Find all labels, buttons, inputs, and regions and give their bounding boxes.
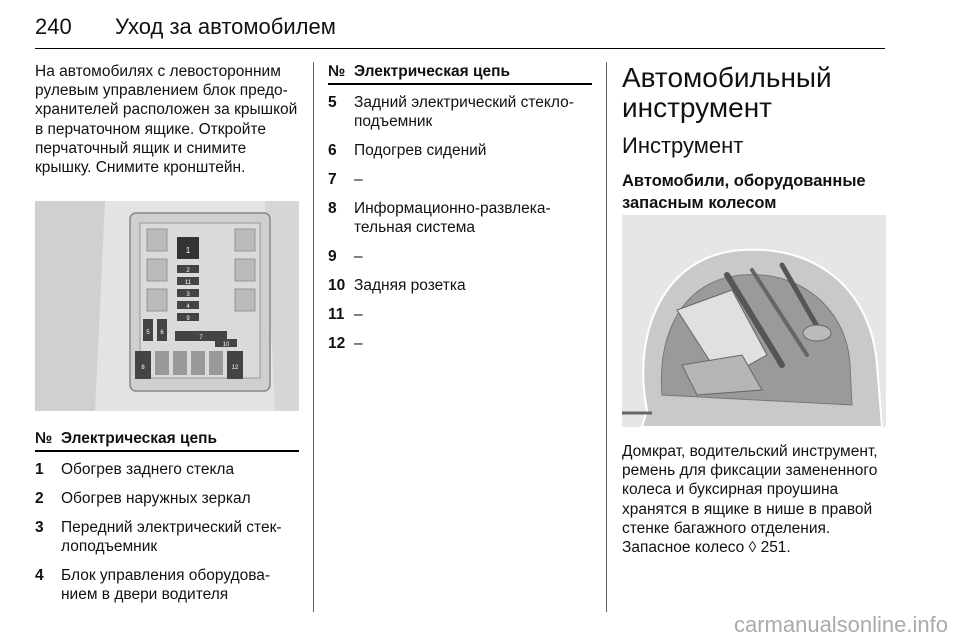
row-number: 3 — [35, 519, 44, 536]
fuse-label-7: 7 — [199, 335, 203, 341]
row-circuit: – — [354, 248, 363, 265]
table-row — [328, 326, 592, 355]
intro-paragraph: На автомобилях с левосторонним рулевым управлением блок предохранителей расположен за крышкой в перчаточном ящике. Откройте перчаточный ящик и снимите крышку. Снимите кронштейн. — [35, 63, 298, 177]
row-circuit: Передний электрический стеклоподъемник — [61, 519, 282, 555]
table-header-row — [35, 429, 299, 451]
fuse-label-9: 9 — [186, 316, 190, 322]
row-circuit: Подогрев сидений — [354, 142, 487, 159]
tool-kit-paragraph: Домкрат, водительский инструмент, ремень для фиксации замененного колеса и буксирная проушина хранятся в ящике в нише в правой стенке багажного отделения. Запасное колесо ◊ 251. — [622, 443, 878, 557]
table-row — [35, 451, 299, 481]
chapter-title: Уход за автомобилем — [115, 14, 336, 39]
fuse-table — [328, 62, 592, 355]
fuse-label-6: 6 — [160, 330, 164, 336]
section-subheading: Автомобили, оборудованные запасным колесом — [622, 172, 866, 212]
row-number: 11 — [328, 306, 345, 323]
table-row — [328, 162, 592, 191]
row-number: 4 — [35, 567, 44, 584]
table-row — [328, 268, 592, 297]
table-row — [35, 558, 299, 606]
fuse-label-2: 2 — [186, 268, 190, 274]
fuse-box-figure — [35, 201, 299, 411]
row-circuit: Задняя розетка — [354, 277, 466, 294]
column-header-number: № — [35, 429, 61, 451]
tool-kit-figure — [622, 215, 886, 427]
tool-kit-illustration — [622, 215, 886, 427]
fuse-table-1 — [35, 429, 299, 606]
fuse-table — [35, 429, 299, 606]
fuse-label-1: 1 — [185, 246, 191, 255]
row-number: 7 — [328, 171, 337, 188]
page-header — [35, 8, 885, 49]
column-left — [35, 62, 300, 177]
column-divider — [606, 62, 607, 612]
row-circuit: Обогрев заднего стекла — [61, 461, 235, 478]
fuse-label-8: 8 — [141, 365, 145, 371]
fuse-table-2 — [328, 62, 592, 355]
fuse-label-3: 3 — [186, 292, 190, 298]
table-row — [328, 191, 592, 239]
row-number: 5 — [328, 94, 337, 111]
column-header-circuit: Электрическая цепь — [354, 62, 592, 84]
row-circuit: – — [354, 335, 363, 352]
row-number: 9 — [328, 248, 337, 265]
row-number: 12 — [328, 335, 346, 352]
watermark: carmanualsonline.info — [733, 612, 948, 637]
fuse-label-10: 10 — [222, 342, 230, 348]
section-subtitle: Инструмент — [622, 133, 744, 158]
fuse-label-4: 4 — [186, 304, 190, 310]
row-number: 10 — [328, 277, 346, 294]
fuse-label-12: 12 — [231, 365, 239, 371]
row-circuit: Обогрев наружных зеркал — [61, 490, 251, 507]
column-header-circuit: Электрическая цепь — [61, 429, 299, 451]
row-circuit: – — [354, 171, 363, 188]
section-title: Автомобильный инструмент — [622, 62, 832, 123]
row-circuit: Задний электрический стеклоподъемник — [354, 94, 574, 130]
table-header-row — [328, 62, 592, 84]
row-circuit: Блок управления оборудованием в двери водителя — [61, 567, 271, 603]
row-number: 8 — [328, 200, 337, 217]
page-number: 240 — [35, 14, 72, 39]
table-row — [328, 133, 592, 162]
row-number: 1 — [35, 461, 44, 478]
table-row — [328, 84, 592, 133]
fuse-label-11: 11 — [184, 280, 192, 286]
table-row — [35, 481, 299, 510]
row-number: 2 — [35, 490, 44, 507]
table-row — [35, 510, 299, 558]
row-circuit: Информационно-развлекательная система — [354, 200, 551, 236]
table-row — [328, 297, 592, 326]
fuse-box-illustration — [35, 201, 299, 411]
fuse-label-5: 5 — [146, 330, 150, 336]
column-header-number: № — [328, 62, 354, 84]
column-divider — [313, 62, 314, 612]
row-number: 6 — [328, 142, 337, 159]
table-row — [328, 239, 592, 268]
row-circuit: – — [354, 306, 363, 323]
